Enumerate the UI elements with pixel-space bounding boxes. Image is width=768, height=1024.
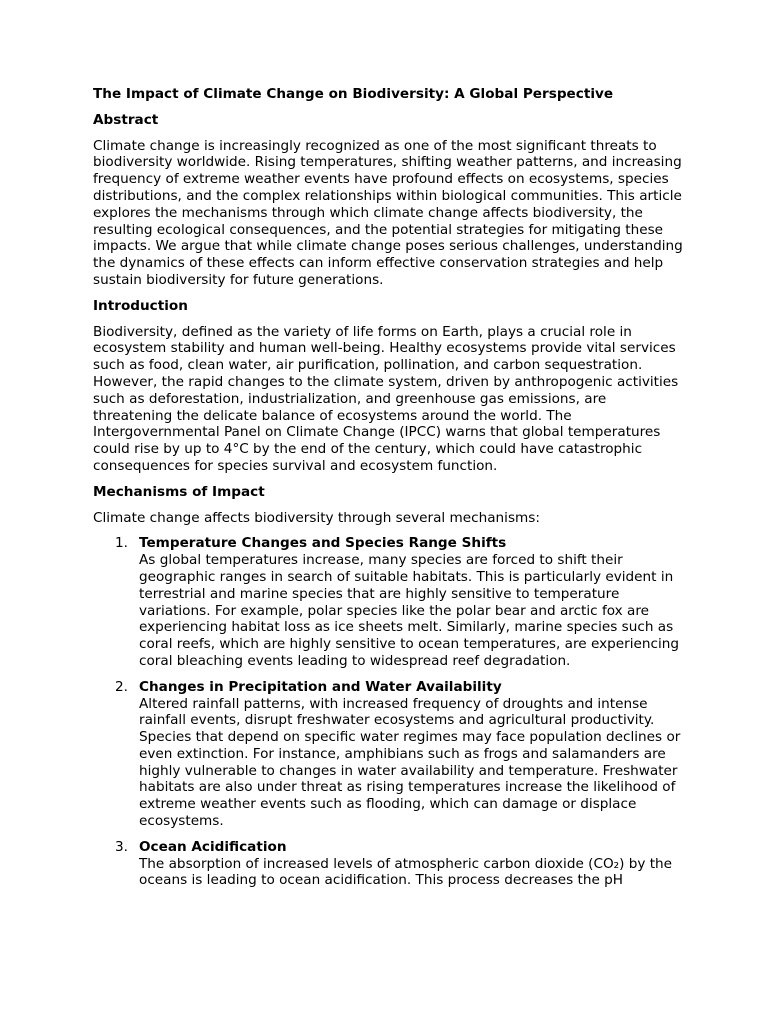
introduction-paragraph: Biodiversity, defined as the variety of life forms on Earth, plays a crucial role in ecosystem stability and human well-being. Healthy ecosystems provide vital services such as food, clean water, air purification, pollination, and carbon sequestration. However, the rapid changes to the climate system, driven by anthropogenic activities such as deforestation, industrialization, and greenhouse gas emissions, are threatening the delicate balance of ecosystems around the world. The Intergovernmental Panel on Climate Change (IPCC) warns that global temperatures could rise by up to 4°C by the end of the century, which could have catastrophic consequences for species survival and ecosystem function.	[93, 323, 679, 474]
mechanisms-intro: Climate change affects biodiversity through several mechanisms:	[93, 509, 540, 526]
introduction-heading: Introduction	[93, 297, 188, 314]
mechanisms-heading: Mechanisms of Impact	[93, 483, 265, 500]
list-number: 3.	[115, 838, 128, 855]
list-item	[93, 679, 683, 830]
document-title: The Impact of Climate Change on Biodiversity: A Global Perspective	[93, 86, 614, 102]
abstract-paragraph: Climate change is increasingly recognized as one of the most significant threats to biodiversity worldwide. Rising temperatures, shifting weather patterns, and increasing frequency of extreme weather events have profound effects on ecosystems, species distributions, and the complex relationships within biological communities. This article explores the mechanisms through which climate change affects biodiversity, the resulting ecological consequences, and the potential strategies for mitigating these impacts. We argue that while climate change poses serious challenges, understanding the dynamics of these effects can inform effective conservation strategies and help sustain biodiversity for future generations.	[93, 137, 683, 288]
mechanisms-list	[93, 535, 683, 889]
list-item-body: The absorption of increased levels of atmospheric carbon dioxide (CO₂) by the oceans is leading to ocean acidification. This process decreases the pH	[139, 855, 673, 889]
list-item	[93, 535, 683, 669]
list-item-body: As global temperatures increase, many species are forced to shift their geographic ranges in search of suitable habitats. This is particularly evident in terrestrial and marine species that are highly sensitive to temperature variations. For example, polar species like the polar bear and arctic fox are experiencing habitat loss as ice sheets melt. Similarly, marine species such as coral reefs, which are highly sensitive to ocean temperatures, are experiencing coral bleaching events leading to widespread reef degradation.	[139, 552, 679, 669]
document-page	[93, 86, 683, 898]
list-item-title: Ocean Acidification	[139, 838, 287, 855]
list-item	[93, 839, 683, 889]
list-item-title: Temperature Changes and Species Range Shifts	[139, 535, 507, 552]
list-number: 1.	[115, 535, 128, 552]
abstract-heading: Abstract	[93, 111, 159, 128]
list-item-body: Altered rainfall patterns, with increased frequency of droughts and intense rainfall events, disrupt freshwater ecosystems and agricultural productivity. Species that depend on specific water regimes may face population declines or even extinction. For instance, amphibians such as frogs and salamanders are highly vulnerable to changes in water availability and temperature. Freshwater habitats are also under threat as rising temperatures increase the likelihood of extreme weather events such as flooding, which can damage or displace ecosystems.	[139, 695, 681, 830]
list-item-title: Changes in Precipitation and Water Availability	[139, 678, 502, 695]
list-number: 2.	[115, 678, 128, 695]
